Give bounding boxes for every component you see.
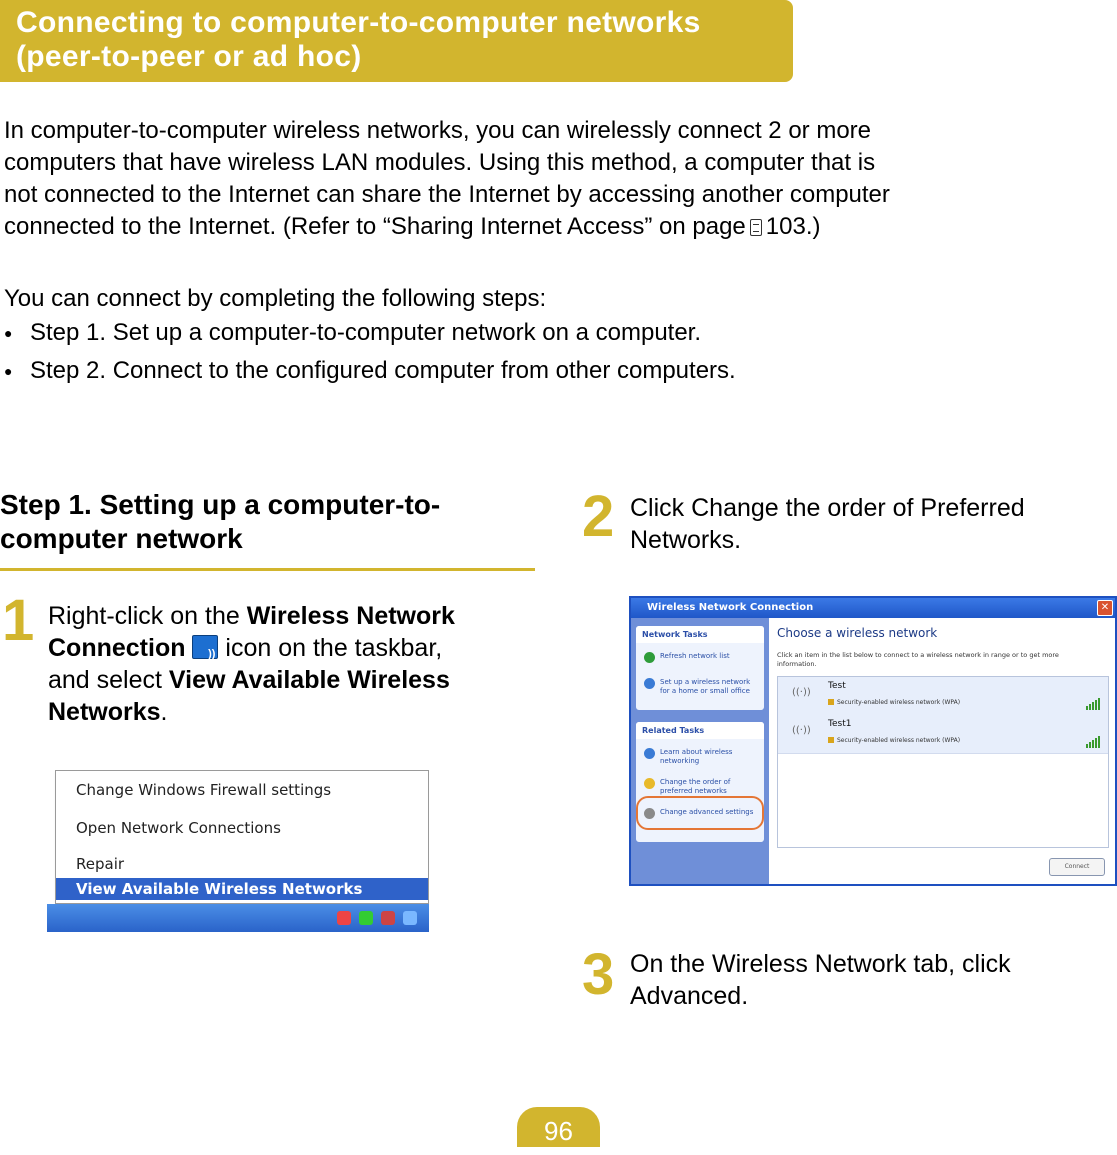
page-reference-icon — [750, 219, 762, 236]
intro-line-3: not connected to the Internet can share the Internet by accessing another computer — [4, 181, 890, 208]
step-3-instruction — [630, 948, 1011, 1012]
refresh-task-label: Refresh network list — [660, 652, 730, 660]
menu-item-repair[interactable]: Repair — [76, 855, 125, 873]
lock-icon — [828, 737, 834, 743]
security-label: Security-enabled wireless network (WPA) — [837, 737, 961, 744]
steps-list — [4, 314, 736, 390]
antenna-icon: ((·)) — [792, 725, 811, 736]
menu-item-view-available[interactable]: View Available Wireless Networks — [56, 878, 428, 900]
change-order-task[interactable] — [644, 778, 760, 796]
setup-task-label: Set up a wireless network for a home or small office — [660, 678, 751, 695]
change-order-label: Change the order of preferred networks — [660, 778, 731, 795]
menu-item-open-connections[interactable]: Open Network Connections — [76, 819, 281, 837]
window-title: Wireless Network Connection — [647, 602, 814, 613]
step-1-instruction — [48, 600, 455, 728]
section-title-line-1: Connecting to computer-to-computer networks — [16, 6, 701, 39]
wireless-network-label: Wireless Network — [246, 602, 455, 630]
window-titlebar — [631, 598, 1115, 618]
section-title-line-2: (peer-to-peer or ad hoc) — [16, 40, 362, 73]
step-number-2: 2 — [582, 484, 615, 549]
page-number: 96 — [517, 1107, 600, 1147]
step-number-3: 3 — [582, 942, 615, 1007]
highlight-ring — [636, 796, 764, 830]
step-2-line-2: Networks. — [630, 526, 742, 554]
choose-network-heading: Choose a wireless network — [777, 626, 938, 640]
step-1-text-d: icon on the taskbar, — [225, 634, 443, 662]
signal-strength-icon — [1085, 729, 1100, 748]
setup-network-task[interactable] — [644, 678, 760, 696]
step1-heading — [0, 488, 535, 571]
learn-task[interactable] — [644, 748, 760, 766]
step-1-text-a: Right-click on the — [48, 602, 240, 630]
intro-paragraph — [4, 115, 890, 243]
step-number-1: 1 — [2, 588, 35, 653]
step-2-line-1: Click Change the order of Preferred — [630, 494, 1025, 522]
intro-line-4-text: connected to the Internet. (Refer to “Sharing Internet Access” on page — [4, 213, 746, 240]
list-item: ● Step 2. Connect to the configured computer from other computers. — [4, 352, 736, 390]
choose-network-description: Click an item in the list below to connect to a wireless network in range or to get more information. — [777, 651, 1059, 668]
star-icon — [644, 778, 655, 789]
context-menu — [55, 770, 429, 904]
view-available-label: View Available Wireless — [168, 666, 450, 694]
task-pane — [631, 618, 769, 884]
intro-line-2: computers that have wireless LAN modules. Using this method, a computer that is — [4, 149, 876, 176]
learn-task-label: Learn about wireless networking — [660, 748, 733, 765]
step-2-instruction — [630, 492, 1025, 556]
antenna-icon: ((·)) — [792, 687, 811, 698]
step-1-period: . — [160, 698, 168, 726]
network-name: Test1 — [828, 719, 852, 729]
security-label: Security-enabled wireless network (WPA) — [837, 699, 961, 706]
tray-network-icon[interactable] — [359, 911, 373, 925]
network-list — [777, 676, 1109, 848]
wireless-network-connection-icon — [192, 635, 218, 659]
intro-line-1: In computer-to-computer wireless networks, you can wirelessly connect 2 or more — [4, 117, 871, 144]
wireless-network-window-screenshot — [629, 596, 1117, 886]
context-menu-screenshot — [47, 770, 429, 932]
close-icon[interactable]: ✕ — [1097, 600, 1113, 616]
step-1-text-e: and select — [48, 666, 162, 694]
network-list-pane — [769, 618, 1115, 884]
network-security — [828, 699, 960, 706]
step-3-line-2: Advanced. — [630, 982, 749, 1010]
refresh-icon — [644, 652, 655, 663]
network-name: Test — [828, 681, 846, 691]
connection-label: Connection — [48, 634, 186, 662]
network-item[interactable] — [778, 715, 1108, 754]
networks-label: Networks — [48, 698, 161, 726]
menu-item-firewall[interactable]: Change Windows Firewall settings — [76, 781, 332, 799]
section-title-box — [0, 0, 793, 82]
steps-intro: You can connect by completing the following steps: — [4, 285, 547, 312]
tray-wireless-icon[interactable] — [403, 911, 417, 925]
tray-firewall-icon[interactable] — [337, 911, 351, 925]
intro-line-4 — [4, 211, 890, 243]
page-reference: 103.) — [765, 213, 821, 240]
advanced-settings-label: Change advanced settings — [660, 808, 754, 816]
step1-heading-line-1: Step 1. Setting up a computer-to- — [0, 489, 441, 520]
network-item[interactable] — [778, 677, 1108, 716]
refresh-task[interactable] — [644, 652, 760, 661]
list-item: ● Step 1. Set up a computer-to-computer network on a computer. — [4, 314, 736, 352]
network-tasks-heading: Network Tasks — [636, 626, 764, 643]
tray-security-icon[interactable] — [381, 911, 395, 925]
taskbar — [47, 904, 429, 932]
info-icon — [644, 748, 655, 759]
connect-button[interactable]: Connect — [1049, 858, 1105, 876]
signal-strength-icon — [1085, 691, 1100, 710]
network-tasks-panel — [636, 626, 764, 710]
lock-icon — [828, 699, 834, 705]
network-security — [828, 737, 960, 744]
related-tasks-heading: Related Tasks — [636, 722, 764, 739]
wireless-setup-icon — [644, 678, 655, 689]
step1-heading-line-2: computer network — [0, 523, 243, 554]
step-3-line-1: On the Wireless Network tab, click — [630, 950, 1011, 978]
